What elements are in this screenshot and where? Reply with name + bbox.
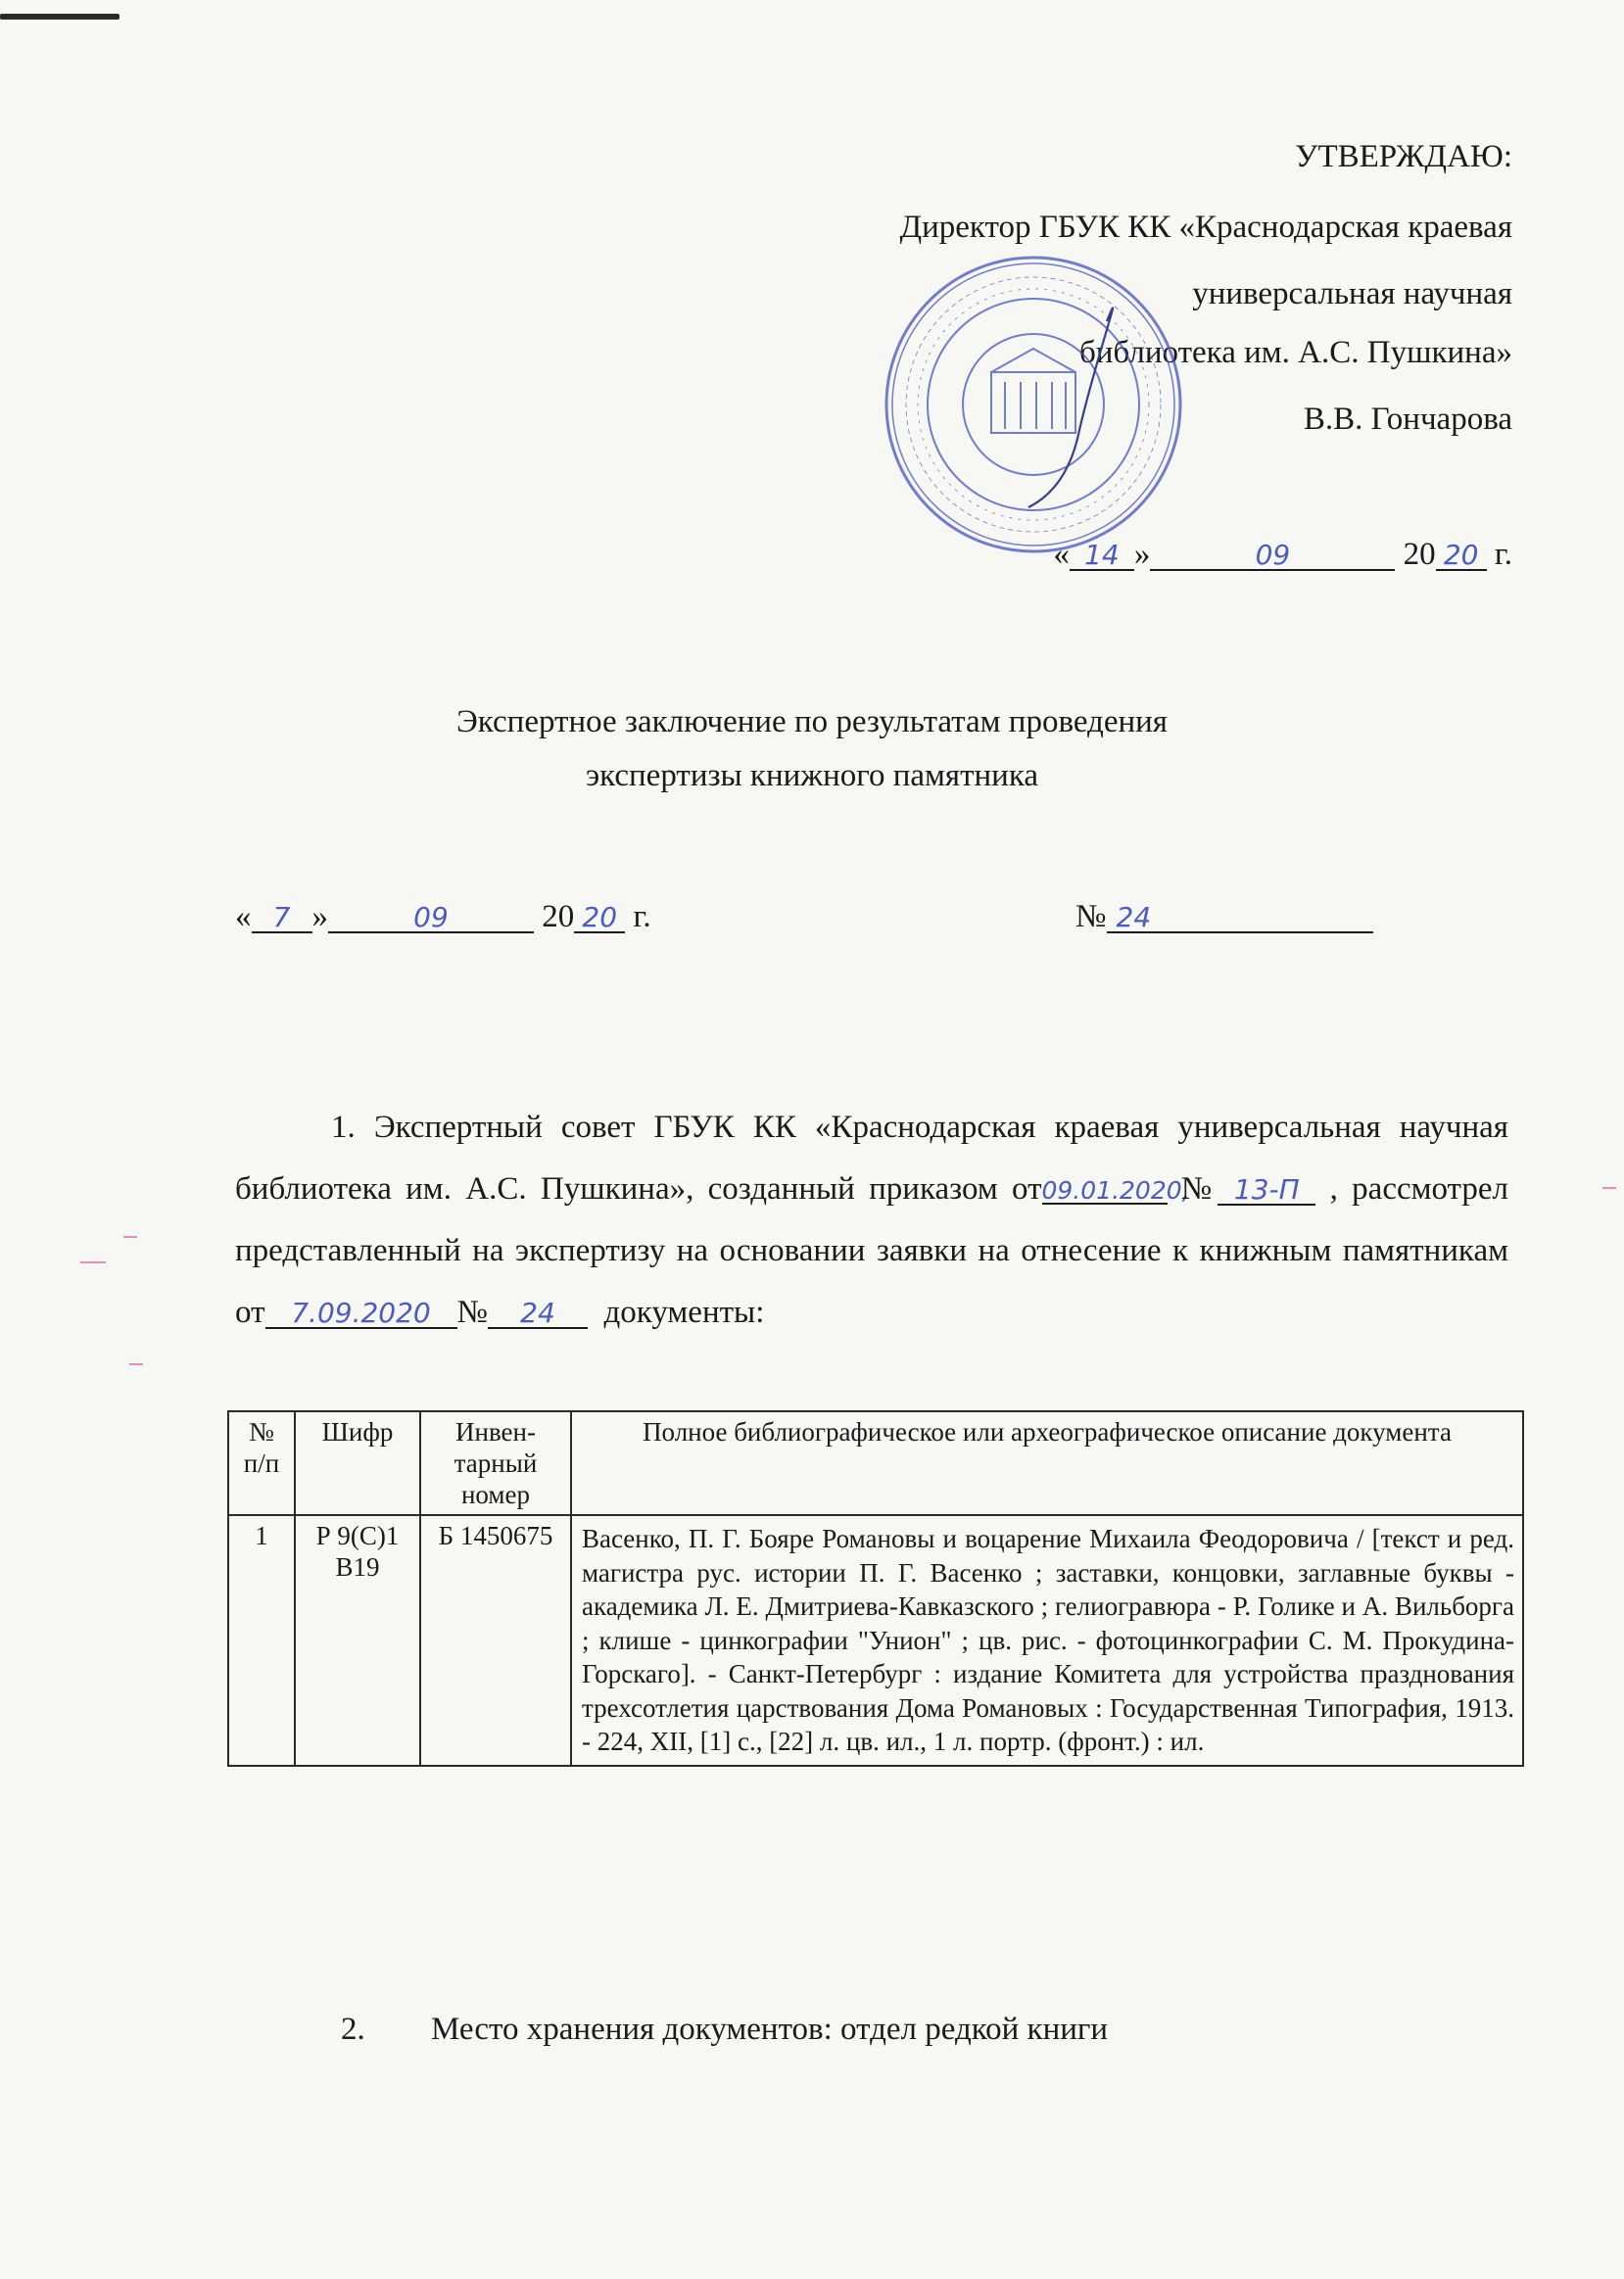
document-title: [0, 695, 1624, 803]
documents-table: [227, 1410, 1524, 1767]
cell-num: 1: [228, 1515, 295, 1766]
approval-date-year: 20: [1436, 542, 1487, 571]
cell-inventory: Б 1450675: [420, 1515, 571, 1766]
document-title-line-2: экспертизы книжного памятника: [586, 758, 1038, 793]
approval-line-2: универсальная научная: [1192, 276, 1512, 311]
cell-description: Васенко, П. Г. Бояре Романовы и воцарение Михаила Феодоровича / [текст и ред. магистра рус. истории П. Г. Васенко ; заставки, концовки, заглавные буквы - академика Л. Е. Дмитриева-Кавказского ; гелиогравюра - Р. Голике и А. Вильборга ; клише - цинкографии "Унион" ; цв. рис. - фотоцинкографии С. М. Прокудина-Горскаго]. - Санкт-Петербург : издание Комитета для устройства празднования трехсотлетия царствования Дома Романовых : Государственная Типография, 1913. - 224, XII, [1] с., [22] л. цв. ил., 1 л. портр. (фронт.) : ил.: [571, 1515, 1523, 1766]
conclusion-date-day: 7: [252, 904, 312, 933]
conclusion-date-month: 09: [328, 904, 534, 933]
conclusion-date-year: 20: [574, 904, 625, 933]
header-description: Полное библиографическое или археографическое описание документа: [571, 1411, 1523, 1515]
request-date: 7.09.2020: [265, 1300, 457, 1329]
document-title-line-1: Экспертное заключение по результатам проведения: [456, 704, 1168, 739]
order-number: 13-П: [1218, 1176, 1315, 1206]
scan-speck: [1602, 1187, 1616, 1189]
conclusion-date: « 7 » 09 20 20 г.: [235, 899, 651, 934]
cell-cipher: Р 9(С)1 В19: [295, 1515, 420, 1766]
scan-speck: [123, 1236, 137, 1238]
paragraph-1: 1. Экспертный совет ГБУК КК «Краснодарская краевая универсальная научная библиотека им. А.С. Пушкина», созданный приказом от09.01.2020, № 13-П , рассмотрел представленный на экспертизу на основании заявки на отнесение к книжным памятникам от 7.09.2020 № 24 документы:: [235, 1110, 1508, 1330]
header-inventory: Инвен-тарный номер: [420, 1411, 571, 1515]
header-cipher: Шифр: [295, 1411, 420, 1515]
order-date: 09.01.2020,: [1041, 1176, 1190, 1205]
approval-line-3: библиотека им. А.С. Пушкина»: [1079, 335, 1512, 370]
scan-speck: [129, 1363, 143, 1365]
table-row: [228, 1515, 1523, 1766]
approval-heading: УТВЕРЖДАЮ:: [1295, 139, 1512, 174]
approval-line-1: Директор ГБУК КК «Краснодарская краевая: [899, 210, 1512, 245]
conclusion-number: № 24: [1075, 899, 1373, 935]
approval-signer: В.В. Гончарова: [1303, 402, 1512, 437]
conclusion-number-value: 24: [1107, 904, 1373, 933]
approval-date-day: 14: [1070, 542, 1134, 571]
scan-edge-mark: [0, 14, 119, 20]
request-number: 24: [488, 1300, 588, 1329]
header-num: № п/п: [228, 1411, 295, 1515]
official-stamp: [882, 253, 1185, 556]
approval-date-month: 09: [1150, 542, 1395, 571]
table-header-row: [228, 1411, 1523, 1515]
paragraph-2: 2. Место хранения документов: отдел редкой книги: [341, 2012, 1109, 2047]
scan-speck: [80, 1261, 106, 1263]
approval-date: « 14 » 09 20 20 г.: [1053, 537, 1512, 572]
